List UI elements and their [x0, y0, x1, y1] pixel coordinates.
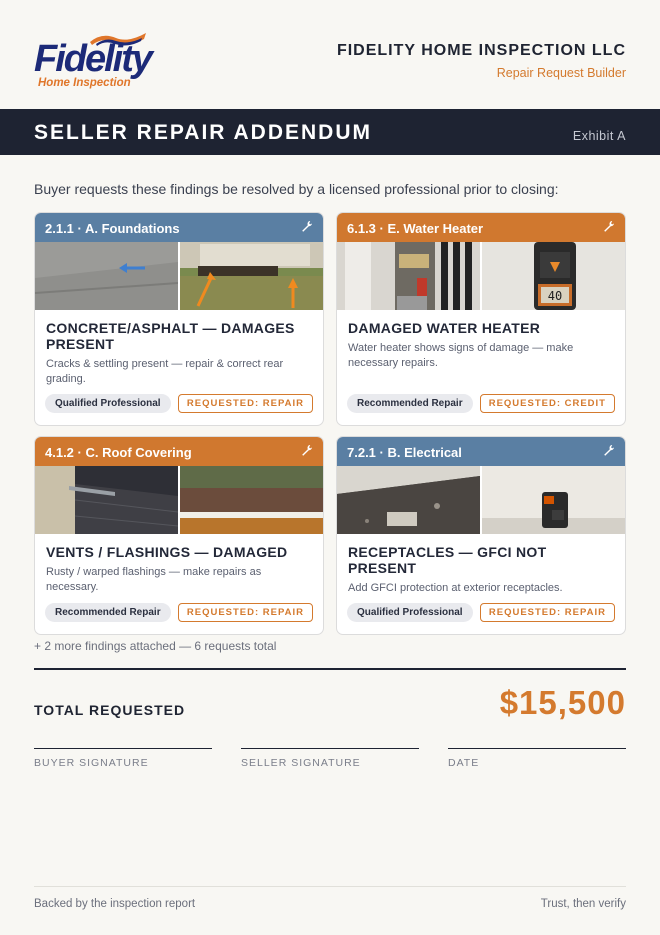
- photo-moisture-meter[interactable]: [482, 242, 625, 310]
- logo-text: Fidelity: [34, 38, 152, 80]
- document-header: [34, 22, 626, 94]
- card-header: [337, 213, 625, 242]
- finding-card[interactable]: [336, 436, 626, 635]
- footer-motto: Trust, then verify: [540, 898, 626, 910]
- buyer-signature-label: BUYER SIGNATURE: [34, 757, 149, 769]
- company-name: FIDELITY HOME INSPECTION LLC: [336, 42, 626, 59]
- exhibit-label: Exhibit A: [572, 129, 626, 143]
- wrench-icon: [603, 444, 615, 456]
- intro-text: Buyer requests these findings be resolved by a licensed professional prior to closing:: [34, 181, 559, 197]
- finding-code: 7.2.1 · B. Electrical: [347, 445, 462, 460]
- finding-photos: [35, 466, 323, 534]
- card-footer: [45, 394, 313, 414]
- finding-code: 4.1.2 · C. Roof Covering: [45, 445, 192, 460]
- photo-receptacle-tester[interactable]: [482, 466, 625, 534]
- total-label: TOTAL REQUESTED: [34, 702, 186, 718]
- finding-photos: [337, 466, 625, 534]
- finding-card[interactable]: [34, 212, 324, 426]
- professional-badge: Recommended Repair: [45, 603, 171, 622]
- wrench-icon: [301, 220, 313, 232]
- finding-title: RECEPTACLES — GFCI NOT PRESENT: [348, 544, 547, 576]
- wrench-icon: [301, 444, 313, 456]
- request-type-button[interactable]: REQUESTED: REPAIR: [480, 603, 615, 622]
- finding-title: DAMAGED WATER HEATER: [348, 320, 541, 336]
- professional-badge: Qualified Professional: [347, 603, 473, 622]
- company-info: [337, 42, 626, 80]
- company-tagline: Repair Request Builder: [496, 66, 626, 80]
- title-banner: [0, 109, 660, 155]
- date-label: DATE: [448, 757, 480, 769]
- company-logo: [34, 26, 164, 92]
- finding-code: 6.1.3 · E. Water Heater: [347, 221, 484, 236]
- date-line[interactable]: [448, 748, 626, 769]
- photo-driveway[interactable]: [35, 242, 178, 310]
- footer-note: Backed by the inspection report: [34, 898, 196, 910]
- request-type-button[interactable]: REQUESTED: REPAIR: [178, 394, 313, 413]
- page-title: SELLER REPAIR ADDENDUM: [34, 121, 373, 144]
- finding-description: Add GFCI protection at exterior receptacles.: [348, 582, 563, 594]
- meter-reading: 40: [547, 289, 563, 303]
- photo-countertop[interactable]: [337, 466, 480, 534]
- card-footer: [45, 603, 313, 623]
- photo-roof-edge[interactable]: [180, 466, 323, 534]
- photo-foundation[interactable]: [180, 242, 323, 310]
- photo-roof-flashing[interactable]: [35, 466, 178, 534]
- finding-description: Water heater shows signs of damage — make necessary repairs.: [348, 342, 574, 369]
- finding-title: CONCRETE/ASPHALT — DAMAGES PRESENT: [46, 320, 295, 352]
- finding-description: Rusty / warped flashings — make repairs as necessary.: [46, 566, 262, 593]
- finding-code: 2.1.1 · A. Foundations: [45, 221, 180, 236]
- card-footer: [347, 603, 615, 623]
- photo-water-heater[interactable]: [337, 242, 480, 310]
- finding-description: Cracks & settling present — repair & correct rear grading.: [46, 358, 284, 385]
- card-header: [35, 213, 323, 242]
- finding-card[interactable]: [34, 436, 324, 635]
- total-amount: $15,500: [499, 684, 626, 721]
- finding-title: VENTS / FLASHINGS — DAMAGED: [46, 544, 288, 560]
- card-header: [35, 437, 323, 466]
- professional-badge: Recommended Repair: [347, 394, 473, 413]
- card-footer: [347, 394, 615, 414]
- finding-card[interactable]: [336, 212, 626, 426]
- footer-divider: [34, 886, 626, 887]
- seller-signature-label: SELLER SIGNATURE: [241, 757, 361, 769]
- professional-badge: Qualified Professional: [45, 394, 171, 413]
- more-findings-note: + 2 more findings attached — 6 requests total: [34, 639, 277, 653]
- buyer-signature-line[interactable]: [34, 748, 212, 769]
- finding-photos: [337, 242, 625, 310]
- divider: [34, 668, 626, 670]
- request-type-button[interactable]: REQUESTED: CREDIT: [480, 394, 615, 413]
- request-type-button[interactable]: REQUESTED: REPAIR: [178, 603, 313, 622]
- finding-photos: [35, 242, 323, 310]
- card-header: [337, 437, 625, 466]
- seller-signature-line[interactable]: [241, 748, 419, 769]
- wrench-icon: [603, 220, 615, 232]
- logo-subtext: Home Inspection: [38, 77, 131, 89]
